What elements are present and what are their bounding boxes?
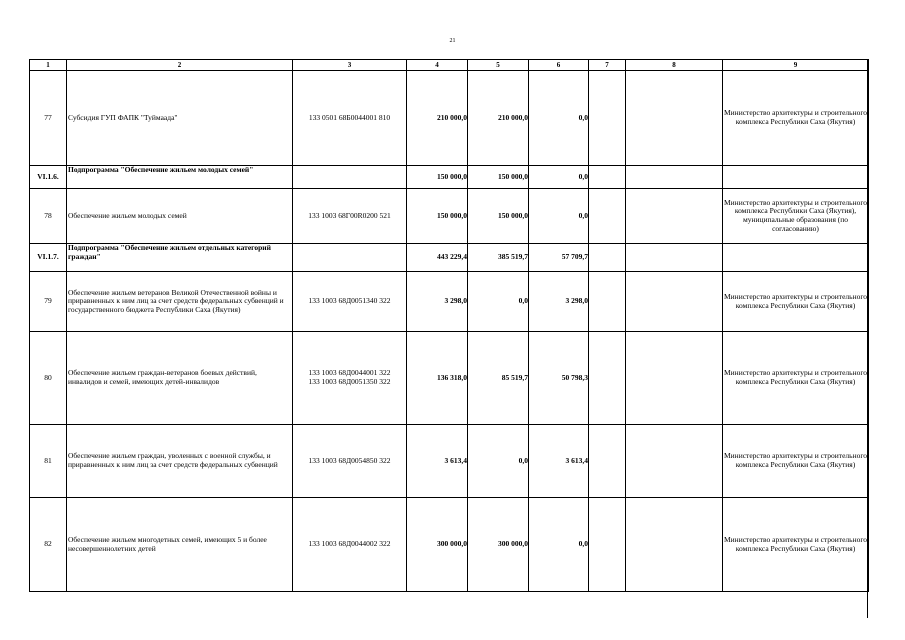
- row-executor: Министерство архитектуры и строительного комплекса Республики Саха (Якутия), муниципальные образования (по согласованию): [723, 189, 869, 244]
- col-header-9: 9: [723, 60, 869, 71]
- budget-table: [29, 59, 869, 592]
- page-number: 21: [449, 38, 456, 44]
- row-col7: [589, 332, 626, 425]
- row-col7: [589, 71, 626, 166]
- row-col4: 3 298,0: [407, 272, 468, 332]
- col-header-3: 3: [293, 60, 407, 71]
- row-col8: [626, 498, 723, 592]
- row-col5: 150 000,0: [468, 189, 529, 244]
- row-col7: [589, 244, 626, 272]
- col-header-1: 1: [30, 60, 67, 71]
- row-code: 133 1003 68Г00R0200 521: [293, 189, 407, 244]
- row-col8: [626, 425, 723, 498]
- col-header-5: 5: [468, 60, 529, 71]
- row-executor: Министерство архитектуры и строительного комплекса Республики Саха (Якутия): [723, 272, 869, 332]
- row-col8: [626, 189, 723, 244]
- row-col5: 300 000,0: [468, 498, 529, 592]
- row-number: VI.1.7.: [30, 244, 67, 272]
- row-name: Обеспечение жильем граждан-ветеранов боевых действий, инвалидов и семей, имеющих детей-инвалидов: [67, 332, 293, 425]
- row-code: 133 0501 68Б0044001 810: [293, 71, 407, 166]
- table-row: [30, 332, 869, 425]
- row-col5: 385 519,7: [468, 244, 529, 272]
- table-row: [30, 272, 869, 332]
- row-col8: [626, 272, 723, 332]
- row-executor: [723, 244, 869, 272]
- row-number: 77: [30, 71, 67, 166]
- row-col7: [589, 425, 626, 498]
- row-code: 133 1003 68Д0051340 322: [293, 272, 407, 332]
- row-col7: [589, 189, 626, 244]
- col-header-2: 2: [67, 60, 293, 71]
- row-col8: [626, 332, 723, 425]
- row-col6: 57 709,7: [529, 244, 589, 272]
- row-code: [293, 166, 407, 189]
- subprogram-row: [30, 244, 869, 272]
- subprogram-row: [30, 166, 869, 189]
- row-col4: 150 000,0: [407, 189, 468, 244]
- row-code: 133 1003 68Д0054850 322: [293, 425, 407, 498]
- row-col6: 50 798,3: [529, 332, 589, 425]
- row-col6: 0,0: [529, 189, 589, 244]
- row-name: Обеспечение жильем молодых семей: [67, 189, 293, 244]
- row-col5: 0,0: [468, 272, 529, 332]
- row-col5: 210 000,0: [468, 71, 529, 166]
- row-col8: [626, 244, 723, 272]
- table-row: [30, 498, 869, 592]
- row-col4: 300 000,0: [407, 498, 468, 592]
- row-executor: Министерство архитектуры и строительного комплекса Республики Саха (Якутия): [723, 498, 869, 592]
- row-number: 82: [30, 498, 67, 592]
- col-header-8: 8: [626, 60, 723, 71]
- row-name: Подпрограмма "Обеспечение жильем молодых семей": [67, 166, 293, 189]
- row-col4: 150 000,0: [407, 166, 468, 189]
- row-code: 133 1003 68Д0044002 322: [293, 498, 407, 592]
- row-col4: 136 318,0: [407, 332, 468, 425]
- row-col5: 85 519,7: [468, 332, 529, 425]
- row-name: Обеспечение жильем ветеранов Великой Отечественной войны и приравненных к ним лиц за счет средств федеральных субвенций и государственного бюджета Республики Саха (Якутия): [67, 272, 293, 332]
- table-row: [30, 425, 869, 498]
- row-col5: 150 000,0: [468, 166, 529, 189]
- table-right-border: [867, 59, 868, 618]
- row-executor: Министерство архитектуры и строительного комплекса Республики Саха (Якутия): [723, 71, 869, 166]
- row-number: VI.1.6.: [30, 166, 67, 189]
- row-col6: 3 613,4: [529, 425, 589, 498]
- table-row: [30, 71, 869, 166]
- row-col6: 0,0: [529, 498, 589, 592]
- row-number: 81: [30, 425, 67, 498]
- row-number: 78: [30, 189, 67, 244]
- column-header-row: [30, 60, 869, 71]
- col-header-7: 7: [589, 60, 626, 71]
- row-name: Субсидия ГУП ФАПК "Туймаада": [67, 71, 293, 166]
- row-name: Обеспечение жильем многодетных семей, имеющих 5 и более несовершеннолетних детей: [67, 498, 293, 592]
- row-col8: [626, 71, 723, 166]
- row-executor: Министерство архитектуры и строительного комплекса Республики Саха (Якутия): [723, 332, 869, 425]
- row-executor: Министерство архитектуры и строительного комплекса Республики Саха (Якутия): [723, 425, 869, 498]
- row-executor: [723, 166, 869, 189]
- row-col4: 210 000,0: [407, 71, 468, 166]
- row-col4: 443 229,4: [407, 244, 468, 272]
- row-code: [293, 244, 407, 272]
- row-col6: 3 298,0: [529, 272, 589, 332]
- row-col7: [589, 498, 626, 592]
- row-number: 79: [30, 272, 67, 332]
- row-col7: [589, 166, 626, 189]
- table-row: [30, 189, 869, 244]
- row-col4: 3 613,4: [407, 425, 468, 498]
- row-col5: 0,0: [468, 425, 529, 498]
- row-number: 80: [30, 332, 67, 425]
- row-col6: 0,0: [529, 166, 589, 189]
- row-name: Обеспечение жильем граждан, уволенных с военной службы, и приравненных к ним лиц за счет средств федеральных субвенций: [67, 425, 293, 498]
- col-header-6: 6: [529, 60, 589, 71]
- row-name: Подпрограмма "Обеспечение жильем отдельных категорий граждан": [67, 244, 293, 272]
- row-col6: 0,0: [529, 71, 589, 166]
- row-col8: [626, 166, 723, 189]
- row-col7: [589, 272, 626, 332]
- col-header-4: 4: [407, 60, 468, 71]
- row-code: 133 1003 68Д0044001 322 133 1003 68Д0051350 322: [293, 332, 407, 425]
